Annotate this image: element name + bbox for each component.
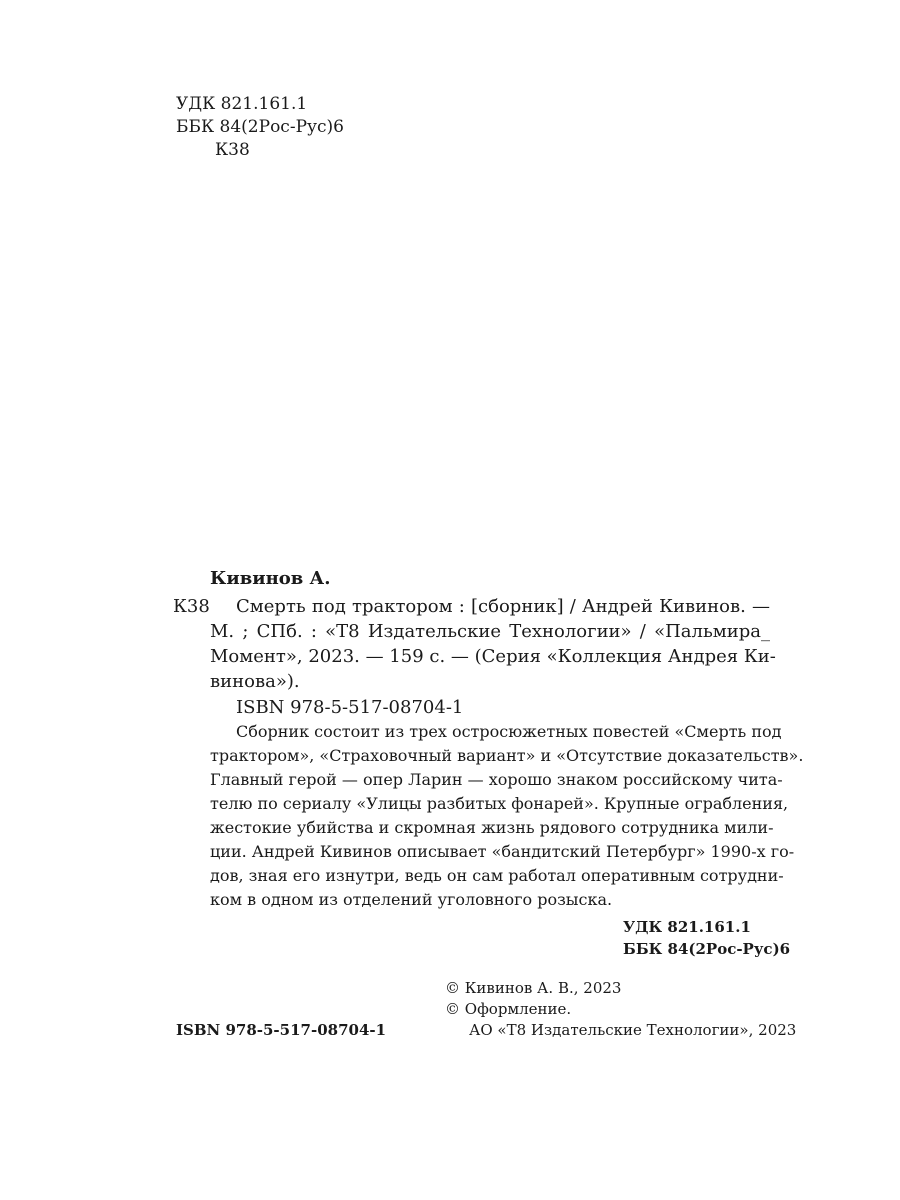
copyright-design: © Оформление. [445,1000,572,1018]
record-line-2: М. ; СПб. : «Т8 Издательские Технологии» / «Пальмира_ [210,621,770,642]
annotation-line-8: ком в одном из отделений уголовного розыска. [210,890,613,909]
copyright-publisher: АО «Т8 Издательские Технологии», 2023 [469,1021,797,1039]
annotation-line-6: ции. Андрей Кивинов описывает «бандитский Петербург» 1990-х го- [210,842,795,861]
record-line-1: Смерть под трактором : [сборник] / Андрей Кивинов. — [236,596,770,617]
author-mark: К38 [173,596,210,617]
isbn-bottom: ISBN 978-5-517-08704-1 [176,1021,387,1039]
record-line-4: винова»). [210,671,300,692]
copyright-author: © Кивинов А. В., 2023 [445,979,622,997]
annotation-line-3: Главный герой — опер Ларин — хорошо знаком российскому чита- [210,770,783,789]
annotation-line-5: жестокие убийства и скромная жизнь рядового сотрудника мили- [210,818,774,837]
udk-top: УДК 821.161.1 [176,94,308,114]
author-mark-top: К38 [215,140,250,160]
bbk-top: ББК 84(2Рос-Рус)6 [176,117,344,137]
annotation-line-7: дов, зная его изнутри, ведь он сам работал оперативным сотрудни- [210,866,784,885]
annotation-line-2: трактором», «Страховочный вариант» и «Отсутствие доказательств». [210,746,804,765]
udk-bottom: УДК 821.161.1 [623,918,751,936]
record-isbn: ISBN 978-5-517-08704-1 [236,697,464,718]
bbk-bottom: ББК 84(2Рос-Рус)6 [623,940,791,958]
annotation-line-1: Сборник состоит из трех остросюжетных повестей «Смерть под [236,722,782,741]
record-line-3: Момент», 2023. — 159 с. — (Серия «Коллекция Андрея Ки- [210,646,776,667]
annotation-line-4: телю по сериалу «Улицы разбитых фонарей». Крупные ограбления, [210,794,789,813]
author-name: Кивинов А. [210,568,331,589]
